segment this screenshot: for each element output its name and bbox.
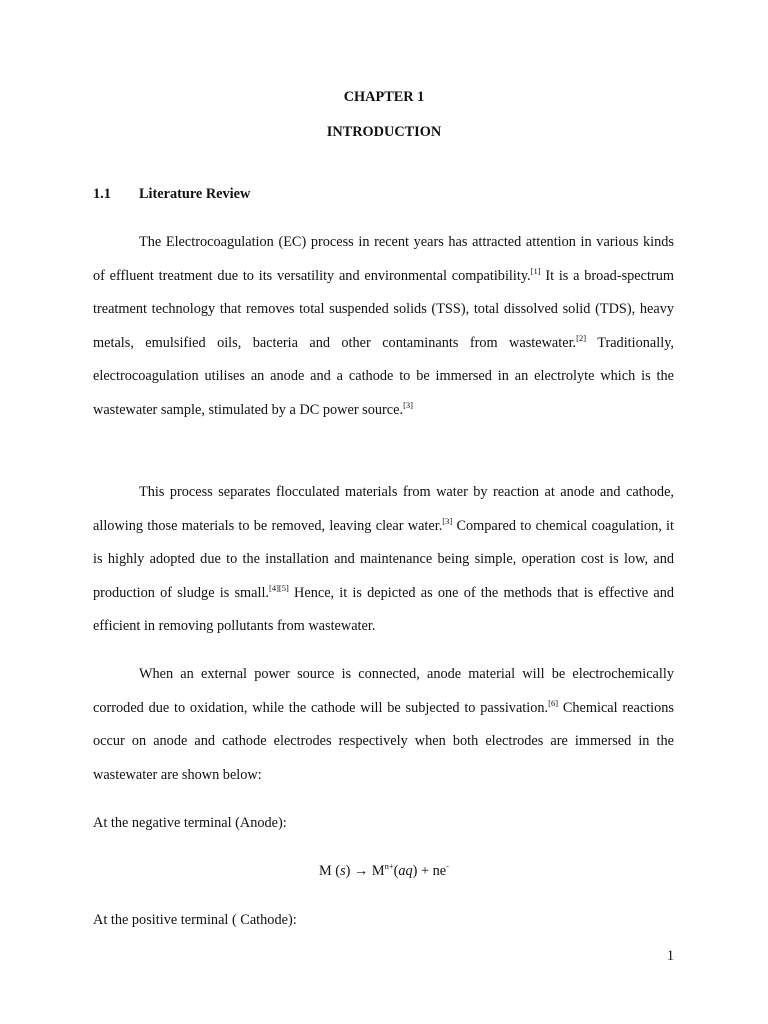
chapter-title: INTRODUCTION [326,124,442,140]
section-number: 1.1 [93,186,111,202]
paragraph-text: This process separates flocculated materials from water by reaction at anode and cathode, allowing those materials to be removed, leaving clear water. [93,484,674,534]
anode-equation [0,863,768,880]
paragraph-text: Chemical reactions occur on anode and cathode electrodes respectively when both electrodes are immersed in the wastewater are shown below: [93,699,674,783]
equation-part: s [340,863,346,879]
cathode-label: At the positive terminal ( Cathode): [93,912,297,928]
paragraph-text: It is a broad-spectrum treatment technology that removes total suspended solids (TSS), total dissolved solid (TDS), heavy metals, emulsified oils, bacteria and other contaminants from wastewater. [93,267,674,351]
equation-part: ) → M [345,863,385,879]
paragraph-2 [93,476,674,644]
equation-part: M ( [319,863,341,879]
citation: [3] [403,399,413,410]
section-heading [93,186,250,203]
equation-part: aq [398,863,413,879]
equation-part: ) + ne [412,863,447,879]
chapter-heading: CHAPTER 1 [343,89,425,105]
paragraph-text: Traditionally, electrocoagulation utilises an anode and a cathode to be immersed in an electrolyte which is the wastewater sample, stimulated by a DC power source. [93,334,674,418]
paragraph-1 [93,226,674,428]
citation: [6] [548,697,559,708]
page-number: 1 [666,948,674,964]
section-title: Literature Review [139,186,251,202]
paragraph-text: When an external power source is connected, anode material will be electrochemically corroded due to oxidation, while the cathode will be subjected to passivation. [93,666,674,716]
equation-charge: n+ [384,861,394,871]
citation: [3] [442,515,453,526]
citation: [2] [576,332,587,343]
anode-label: At the negative terminal (Anode): [93,815,287,831]
paragraph-text: Compared to chemical coagulation, it is highly adopted due to the installation and maintenance being simple, operation cost is low, and production of sludge is small. [93,517,675,601]
paragraph-3 [93,658,674,792]
equation-charge: - [446,861,449,871]
citation: [4][5] [269,582,289,593]
citation: [1] [530,265,541,276]
equation-part: ( [393,863,399,879]
paragraph-text: The Electrocoagulation (EC) process in recent years has attracted attention in various kinds of effluent treatment due to its versatility and environmental compatibility. [93,234,674,284]
paragraph-text: Hence, it is depicted as one of the methods that is effective and efficient in removing pollutants from wastewater. [93,584,675,635]
